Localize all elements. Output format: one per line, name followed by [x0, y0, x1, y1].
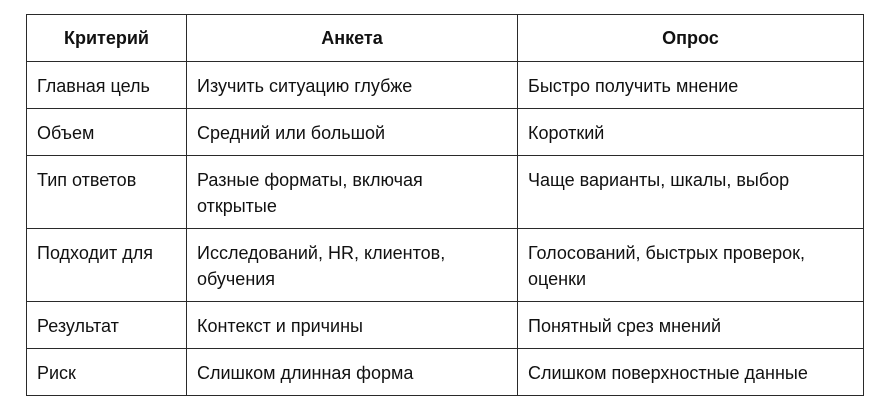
cell-survey: Быстро получить мнение	[518, 62, 864, 109]
header-criterion: Критерий	[27, 15, 187, 62]
comparison-table	[26, 14, 864, 396]
cell-criterion: Риск	[27, 349, 187, 396]
header-questionnaire: Анкета	[187, 15, 518, 62]
cell-survey: Понятный срез мнений	[518, 302, 864, 349]
cell-criterion: Главная цель	[27, 62, 187, 109]
table-row	[27, 302, 864, 349]
table-row	[27, 109, 864, 156]
cell-criterion: Тип ответов	[27, 156, 187, 229]
cell-questionnaire: Средний или большой	[187, 109, 518, 156]
cell-questionnaire: Разные форматы, включая открытые	[187, 156, 518, 229]
cell-questionnaire: Слишком длинная форма	[187, 349, 518, 396]
cell-questionnaire: Контекст и причины	[187, 302, 518, 349]
cell-survey: Чаще варианты, шкалы, выбор	[518, 156, 864, 229]
cell-survey: Голосований, быстрых проверок, оценки	[518, 229, 864, 302]
cell-criterion: Результат	[27, 302, 187, 349]
table-row	[27, 62, 864, 109]
table-row	[27, 156, 864, 229]
cell-criterion: Подходит для	[27, 229, 187, 302]
cell-questionnaire: Исследований, HR, клиентов, обучения	[187, 229, 518, 302]
cell-survey: Короткий	[518, 109, 864, 156]
comparison-table-container	[26, 14, 864, 396]
cell-criterion: Объем	[27, 109, 187, 156]
cell-questionnaire: Изучить ситуацию глубже	[187, 62, 518, 109]
table-row	[27, 229, 864, 302]
table-row	[27, 349, 864, 396]
table-header-row	[27, 15, 864, 62]
header-survey: Опрос	[518, 15, 864, 62]
cell-survey: Слишком поверхностные данные	[518, 349, 864, 396]
